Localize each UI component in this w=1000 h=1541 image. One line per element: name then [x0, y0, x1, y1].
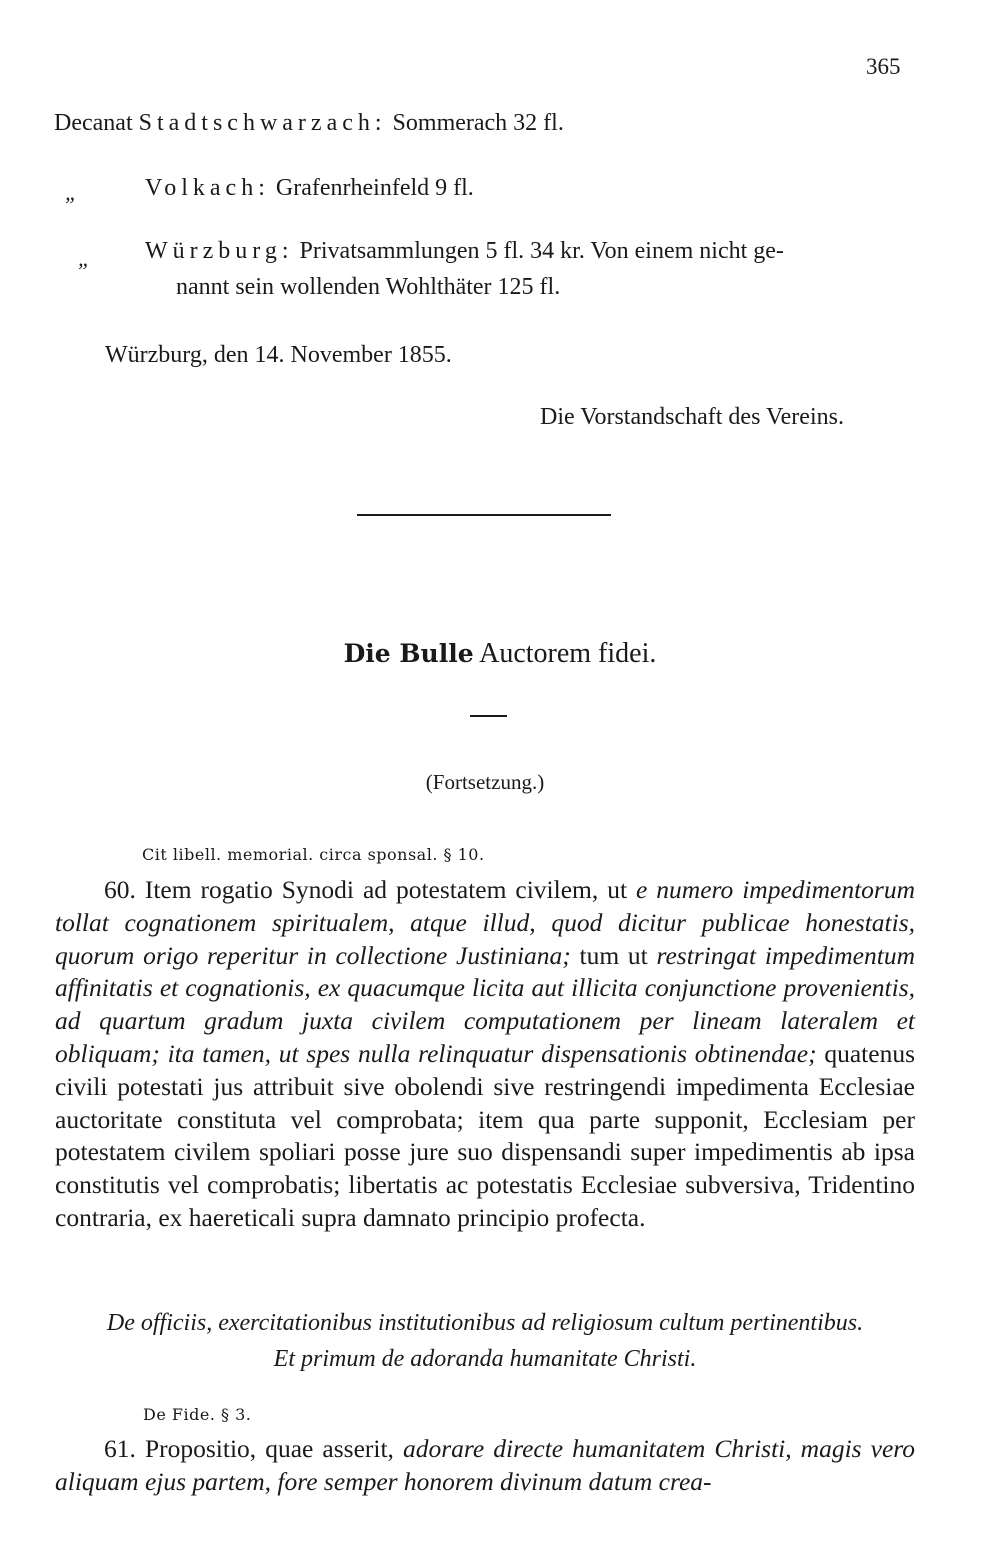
paragraph-italic-text: restringat impedimentum affinitatis et cognationis, ex quacumque licita aut illicita conjunctione provenientis, ad quartum gradum juxta civilem computationem per lineam lateralem et obliquam; ita tamen, ut spes nulla relinquatur dispensationis obtinendae; — [55, 940, 915, 1068]
section-divider — [357, 514, 611, 516]
citation: Cit libell. memorial. circa sponsal. § 10. — [142, 845, 485, 864]
article-title — [0, 638, 1000, 670]
paragraph-number: 61. — [104, 1434, 136, 1463]
donation-text: Privatsammlungen 5 fl. 34 kr. Von einem nicht ge- — [299, 238, 784, 264]
paragraph-text: quatenus civili potestati jus attribuit sive obolendi sive restringendi impedimenta Ecclesiae auctoritate constituta vel comprobata; item qua parte supponit, Ecclesiam per potestatem civilem spoliari posse jure suo dispensandi super impedimentis ab ipsa constitutis vel comprobatis; libertatis ac potestatis Ecclesiae subversiva, Tridentino contraria, ex haereticali supra damnato principio profecta. — [55, 1038, 916, 1232]
donation-line-2 — [145, 175, 474, 202]
date-line: Würzburg, den 14. November 1855. — [105, 342, 452, 368]
donation-line-1 — [54, 110, 564, 137]
donation-text: Sommerach 32 fl. — [392, 110, 564, 136]
title-fraktur: Die Bulle — [343, 639, 474, 668]
paragraph-text: tum ut — [579, 940, 648, 970]
donation-line-3 — [145, 238, 784, 265]
paragraph-61 — [55, 1433, 915, 1499]
donation-place: Stadtschwarzach: — [138, 110, 387, 136]
paragraph-text: Propositio, quae asserit, — [144, 1434, 394, 1463]
signature: Die Vorstandschaft des Vereins. — [540, 404, 844, 430]
paragraph-text: Item rogatio Synodi ad potestatem civilem, ut — [144, 875, 628, 904]
ditto-mark: „ — [78, 246, 91, 271]
section-heading-line-2: Et primum de adoranda humanitate Christi. — [273, 1346, 697, 1372]
title-latin: Auctorem fidei. — [479, 638, 657, 669]
paragraph-number: 60. — [104, 875, 136, 904]
donation-text: Grafenrheinfeld 9 fl. — [275, 175, 474, 201]
donation-place: Volkach: — [145, 175, 270, 201]
donation-lead: Decanat — [54, 110, 133, 136]
donation-line-3-continuation: nannt sein wollenden Wohlthäter 125 fl. — [176, 274, 561, 300]
section-heading-line-1: De officiis, exercitationibus institutionibus ad religiosum cultum pertinentibus. — [106, 1310, 864, 1336]
title-rule — [470, 715, 507, 717]
ditto-mark: „ — [65, 180, 78, 205]
paragraph-italic-text: adorare directe humanitatem Christi, magis vero aliquam ejus partem, fore semper honorem divinum datum crea- — [55, 1434, 916, 1496]
citation: De Fide. § 3. — [143, 1405, 252, 1424]
paragraph-60 — [55, 874, 915, 1235]
page-number: 365 — [866, 54, 901, 79]
section-heading — [55, 1305, 915, 1377]
article-subtitle: (Fortsetzung.) — [425, 770, 545, 794]
donation-place: Würzburg: — [145, 238, 294, 264]
paragraph-italic-text: e numero impedimentorum tollat cognationem spiritualem, atque illud, quod dicitur publicae honestatis, quorum origo reperitur in collectione Justiniana; — [55, 875, 916, 970]
